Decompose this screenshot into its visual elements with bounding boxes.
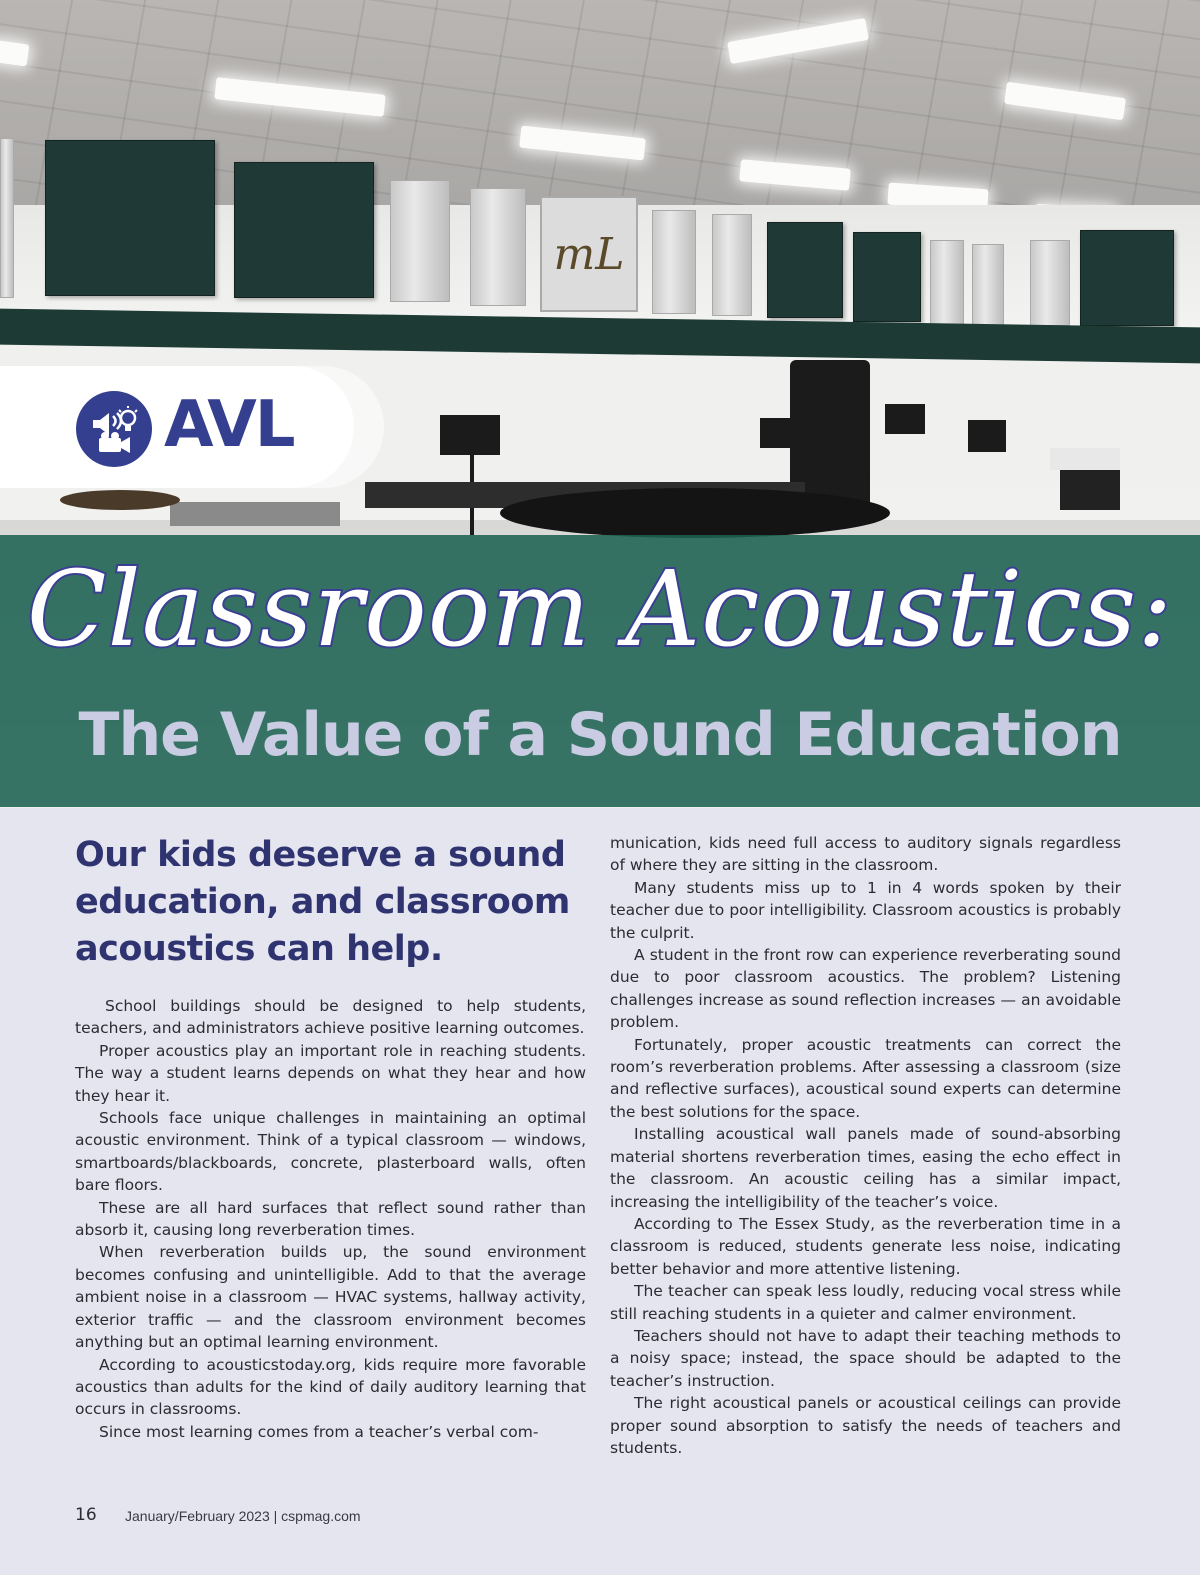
paragraph: munication, kids need full access to auditory signals regardless of where they are sitting in the classroom. [610, 834, 1121, 875]
music-stand [760, 418, 802, 448]
paragraph: The teacher can speak less loudly, reducing vocal stress while still reaching students in a quieter and calmer environment. [610, 1282, 1121, 1323]
speaker-lightbulb-camera-icon [76, 391, 152, 467]
music-stand [968, 420, 1006, 452]
absorber-panel [767, 222, 843, 318]
script-title: Classroom Acoustics: [26, 548, 1174, 670]
kicker-headline: Our kids deserve a sound education, and classroom acoustics can help. [75, 835, 570, 969]
article-column-right [610, 832, 1121, 1459]
paragraph: Teachers should not have to adapt their teaching methods to a noisy space; instead, the space should be adapted to the teacher’s instruction. [610, 1326, 1121, 1390]
paragraph: A student in the front row can experience reverberating sound due to poor classroom acoustics. The problem? Listening challenges increase as sound reflection increases — an avoidable problem. [610, 946, 1121, 1032]
keyboard [170, 502, 340, 526]
absorber-panel [1080, 230, 1174, 326]
diffuser-panel [0, 138, 14, 298]
section-label: AVL [164, 388, 294, 462]
paragraph: According to The Essex Study, as the reverberation time in a classroom is reduced, students generate less noise, indicating better behavior and more attentive listening. [610, 1214, 1121, 1278]
paragraph: The right acoustical panels or acoustical ceilings can provide proper sound absorption to satisfy the needs of teachers and students. [610, 1394, 1121, 1457]
diffuser-panel [390, 180, 450, 302]
paragraph: Since most learning comes from a teacher’s verbal com- [99, 1422, 539, 1441]
paragraph: School buildings should be designed to help students, teachers, and administrators achieve positive learning outcomes. [75, 997, 586, 1038]
article-column-left [75, 832, 586, 1443]
music-stand [440, 415, 500, 455]
paragraph: Many students miss up to 1 in 4 words spoken by their teacher due to poor intelligibility. Classroom acoustics is probably the culprit. [610, 878, 1121, 942]
absorber-panel [45, 140, 215, 296]
paragraph: According to acousticstoday.org, kids require more favorable acoustics than adults for the kind of daily auditory learning that occurs in classrooms. [75, 1355, 586, 1419]
page-number: 16 [75, 1505, 97, 1525]
covered-table [500, 488, 890, 538]
cymbal [60, 490, 180, 510]
paragraph: Installing acoustical wall panels made of sound-absorbing material shortens reverberation times, easing the echo effect in the classroom. An acoustic ceiling has a similar impact, increasing the intelligibility of the teacher’s voice. [610, 1125, 1121, 1211]
diffuser-panel [652, 210, 696, 314]
paragraph: Fortunately, proper acoustic treatments can correct the room’s reverberation problems. After assessing a classroom (size and reflective surfaces), acoustical sound experts can determine the best solutions for the space. [610, 1035, 1121, 1121]
diffuser-panel [972, 244, 1004, 328]
diffuser-panel [712, 214, 752, 316]
subtitle: The Value of a Sound Education [78, 700, 1122, 770]
chair [1060, 470, 1120, 510]
music-stand [885, 404, 925, 434]
ceiling-light [0, 39, 29, 66]
white-drum [1050, 448, 1120, 470]
sign-text: mL [553, 228, 625, 280]
absorber-panel [234, 162, 374, 298]
paragraph: These are all hard surfaces that reflect sound rather than absorb it, causing long reverberation times. [75, 1198, 586, 1240]
paragraph: Proper acoustics play an important role in reaching students. The way a student learns depends on what they hear and how they hear it. [75, 1041, 586, 1105]
music-logo-sign [540, 196, 638, 312]
diffuser-panel [470, 188, 526, 306]
paragraph: Schools face unique challenges in maintaining an optimal acoustic environment. Think of a typical classroom — windows, smartboards/blackboards, concrete, plasterboard walls, often bare floors. [75, 1109, 586, 1195]
absorber-panel [853, 232, 921, 322]
diffuser-panel [930, 240, 964, 326]
paragraph: When reverberation builds up, the sound environment becomes confusing and unintelligible. Add to that the average ambient noise in a classroom — HVAC systems, hallway activity, exterior traffic — and the classroom environment becomes anything but an optimal learning environment. [75, 1243, 586, 1352]
diffuser-panel [1030, 240, 1070, 326]
issue-line: January/February 2023 | cspmag.com [125, 1508, 361, 1524]
